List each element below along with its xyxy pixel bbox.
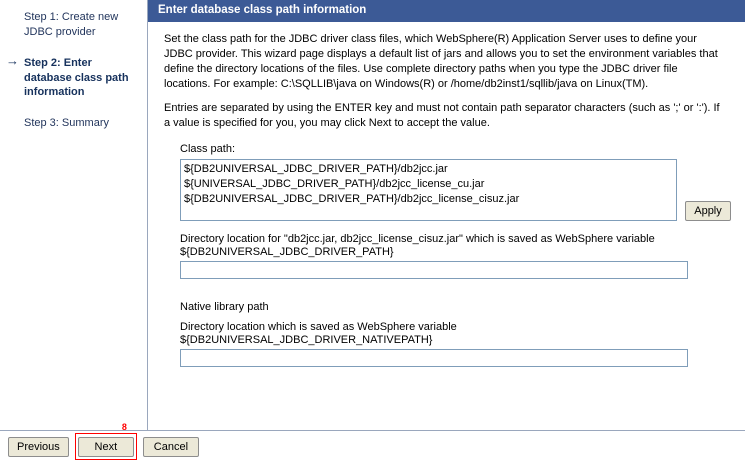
sidebar-item-step-2[interactable] xyxy=(6,54,141,103)
previous-button[interactable]: Previous xyxy=(8,437,69,457)
directory-location-description: Directory location for "db2jcc.jar, db2jcc_license_cisuz.jar" which is saved as WebSphere variable xyxy=(180,233,655,246)
native-location-description: Directory location which is saved as WebSphere variable xyxy=(180,321,457,334)
next-button-wrapper xyxy=(78,422,140,457)
step-arrow-icon: → xyxy=(6,52,19,68)
class-path-row xyxy=(180,159,731,221)
highlight-tag-label: 8 xyxy=(121,422,127,432)
apply-button[interactable]: Apply xyxy=(685,201,731,221)
cancel-button[interactable]: Cancel xyxy=(143,437,199,457)
wizard-button-bar xyxy=(0,422,745,462)
sidebar-item-label: Step 1: Create new JDBC provider xyxy=(24,11,119,38)
directory-location-variable: ${DB2UNIVERSAL_JDBC_DRIVER_PATH} xyxy=(180,246,394,259)
step-arrow-icon xyxy=(6,115,20,127)
page-title: Enter database class path information xyxy=(148,0,745,22)
step-arrow-icon xyxy=(6,9,20,21)
native-library-path-input[interactable] xyxy=(180,349,688,367)
class-path-label: Class path: xyxy=(180,143,236,156)
intro-paragraph-1: Set the class path for the JDBC driver class files, which WebSphere(R) Application Server uses to define your JDBC provider. This wizard page displays a default list of jars and allows you to set the environment variables that define the directory locations of the files. Use complete directory paths when you type the JDBC driver file locations. For example: C:\SQLLIB\java on Windows(R) or /home/db2inst1/sqllib/java on Linux(TM). xyxy=(164,33,718,90)
wizard-step-list xyxy=(0,0,148,430)
sidebar-item-step-1[interactable] xyxy=(6,8,141,42)
next-button[interactable]: Next xyxy=(78,437,134,457)
directory-location-input[interactable] xyxy=(180,261,688,279)
sidebar-item-label: Step 2: Enter database class path information xyxy=(24,56,129,99)
sidebar-item-step-3[interactable] xyxy=(6,114,141,133)
class-path-textarea[interactable] xyxy=(180,159,677,221)
intro-paragraph-2: Entries are separated by using the ENTER key and must not contain path separator characters (such as ';' or ':'). If a value is specified for you, you may click Next to accept the value. xyxy=(164,102,720,130)
native-location-variable: ${DB2UNIVERSAL_JDBC_DRIVER_NATIVEPATH} xyxy=(180,334,433,347)
intro-text xyxy=(164,32,731,131)
wizard-content-panel xyxy=(148,0,745,430)
sidebar-item-label: Step 3: Summary xyxy=(24,117,109,130)
native-library-path-title: Native library path xyxy=(180,301,269,314)
panel-body xyxy=(148,22,745,367)
